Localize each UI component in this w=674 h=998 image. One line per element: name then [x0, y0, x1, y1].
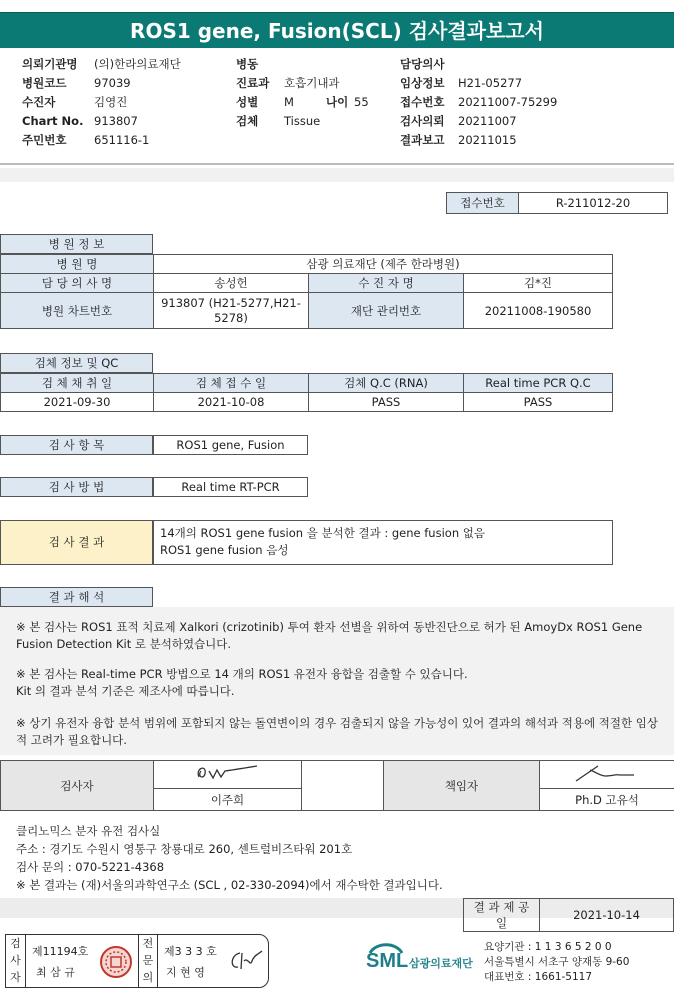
rna-qc-value: PASS: [309, 393, 464, 412]
chart-no-label: Chart No.: [22, 114, 84, 128]
test-item-label: 검 사 항 목: [0, 435, 153, 455]
interpretation-p1-line1: ※ 본 검사는 ROS1 표적 치료제 Xalkori (crizotinib) 투여 환자 선별을 위하여 동반진단으로 허가 된 AmoyDx ROS1 Gene: [16, 620, 643, 634]
interpretation-p2-line2: Kit 의 결과 분석 기준은 제조사에 따릅니다.: [16, 684, 235, 698]
ward-label: 병동: [236, 57, 259, 71]
tester-cert-name: 최 삼 규: [36, 966, 75, 979]
interpretation-box: [0, 607, 674, 755]
department-value: 호흡기내과: [284, 76, 340, 90]
clinical-info-label: 임상정보: [400, 76, 445, 90]
hospital-info-section: 병 원 정 보: [0, 234, 153, 254]
test-result-line2: ROS1 gene fusion 음성: [160, 543, 289, 557]
receipt-number-table: [446, 192, 668, 214]
specialist-cert-name: 지 현 영: [166, 966, 205, 979]
specimen-qc-table: [0, 373, 613, 412]
foundation-name: 삼광의료재단: [409, 957, 473, 970]
interpretation-p2: [16, 666, 666, 700]
test-method-label: 검 사 방 법: [0, 477, 153, 497]
responsible-signature-mark: [572, 762, 642, 784]
hospital-value: (의)한라의료재단: [94, 57, 181, 71]
test-item-value: ROS1 gene, Fusion: [153, 435, 308, 455]
test-method-value: Real time RT-PCR: [153, 477, 308, 497]
tester-cert-label: [6, 935, 26, 987]
interpretation-p3-line2: 적 고려가 필요합니다.: [16, 733, 127, 747]
lab-phone: 검사 문의 : 070-5221-4368: [16, 860, 165, 874]
interpretation-p3: [16, 715, 666, 749]
interpretation-p1: [16, 619, 666, 653]
hospital-name-label: 병 원 명: [1, 255, 154, 274]
interpretation-p3-line1: ※ 상기 유전자 융합 분석 범위에 포함되지 않는 돌연변이의 경우 검출되지 않을 가능성이 있어 결과의 해석과 적용에 적절한 임상: [16, 716, 658, 730]
report-date-label: 결과보고: [400, 133, 445, 147]
test-result-box: [153, 520, 613, 565]
sml-logo: [366, 940, 486, 980]
pcr-qc-value: PASS: [464, 393, 613, 412]
interpretation-p2-line1: ※ 본 검사는 Real-time PCR 방법으로 14 개의 ROS1 유전자 융합을 검출할 수 있습니다.: [16, 667, 468, 681]
report-date-table: [463, 898, 674, 932]
responsible-signature: [540, 761, 674, 789]
pcr-qc-header: Real time PCR Q.C: [464, 374, 613, 393]
org-phone: 대표번호 : 1661-5117: [484, 971, 593, 983]
specimen-qc-section: 검체 정보 및 QC: [0, 353, 153, 373]
chart-number-value: 913807 (H21-5277,H21-5278): [154, 293, 309, 329]
tester-license-no: 제11194호: [32, 945, 89, 958]
report-provided-label: 결 과 제 공 일: [464, 899, 540, 932]
sml-logo-text: SML: [366, 950, 409, 972]
doctor-name-label: 담 당 의 사 명: [1, 274, 154, 293]
management-number-value: 20211008-190580: [464, 293, 613, 329]
tester-label: 검사자: [1, 761, 154, 811]
patient-label: 수진자: [22, 95, 56, 109]
doctor-name-value: 송성헌: [154, 274, 309, 293]
header-col2: [236, 55, 396, 131]
report-date-value: 20211015: [458, 133, 517, 147]
attending-doctor-label: 담당의사: [400, 57, 445, 71]
responsible-label: 책임자: [384, 761, 540, 811]
clinical-info-value: H21-05277: [458, 76, 523, 90]
age-value: 55: [354, 95, 369, 109]
tester-name: 이주희: [154, 789, 302, 811]
hospital-code-value: 97039: [94, 76, 131, 90]
org-info: [484, 940, 670, 985]
sex-value: M: [284, 95, 294, 109]
resident-no-label: 주민번호: [22, 133, 67, 147]
specialist-cert-label-text: 전문의: [142, 937, 154, 984]
patient-name-label: 수 진 자 명: [309, 274, 464, 293]
specimen-value: Tissue: [284, 114, 321, 128]
hospital-code-label: 병원코드: [22, 76, 67, 90]
resident-no-value: 651116-1: [94, 133, 150, 147]
receipt-date-value: 2021-10-08: [154, 393, 309, 412]
management-number-label: 재단 관리번호: [309, 293, 464, 329]
chart-number-label: 병원 차트번호: [1, 293, 154, 329]
specialist-license-no: 제3 3 3 호: [164, 945, 217, 958]
header-divider: [0, 163, 674, 165]
responsible-name: Ph.D 고유석: [540, 789, 674, 811]
tester-cert-label-text: 검사자: [10, 937, 21, 984]
sex-label: 성별: [236, 95, 259, 109]
lab-info: [16, 822, 666, 894]
tester-signature-mark: [193, 762, 263, 784]
certification-box: [5, 934, 269, 988]
collection-date-header: 검 체 채 취 일: [1, 374, 154, 393]
header-col3: [400, 55, 670, 150]
patient-name-value: 김*진: [464, 274, 613, 293]
rna-qc-header: 검체 Q.C (RNA): [309, 374, 464, 393]
interpretation-p1-line2: Fusion Detection Kit 로 분석하였습니다.: [16, 637, 232, 651]
test-result-label: 검 사 결 과: [0, 520, 153, 565]
interpretation-section: 결 과 해 석: [0, 587, 153, 607]
receipt-value: R-211012-20: [519, 193, 668, 214]
tester-signature: [154, 761, 302, 789]
receipt-label: 접수번호: [447, 193, 519, 214]
hospital-name-value: 삼광 의료재단 (제주 한라병원): [154, 255, 613, 274]
accession-value: 20211007-75299: [458, 95, 558, 109]
red-seal-stamp: [99, 945, 133, 979]
collection-date-value: 2021-09-30: [1, 393, 154, 412]
header-col1: [22, 55, 222, 150]
hospital-label: 의뢰기관명: [22, 57, 78, 71]
receipt-date-header: 검 체 접 수 일: [154, 374, 309, 393]
specialist-signature-mark: [226, 947, 266, 975]
report-title: ROS1 gene, Fusion(SCL) 검사결과보고서: [0, 12, 674, 48]
age-label: 나이: [326, 95, 349, 109]
report-provided-value: 2021-10-14: [540, 899, 674, 932]
signature-table: [0, 760, 674, 811]
request-date-label: 검사의뢰: [400, 114, 445, 128]
hospital-info-table: [0, 254, 613, 329]
specimen-label: 검체: [236, 114, 259, 128]
test-result-line1: 14개의 ROS1 gene fusion 을 분석한 결과 : gene fusion 없음: [160, 526, 485, 540]
chart-no-value: 913807: [94, 114, 138, 128]
lab-name: 클리노믹스 분자 유전 검사실: [16, 824, 161, 838]
patient-value: 김영진: [94, 95, 128, 109]
request-date-value: 20211007: [458, 114, 517, 128]
department-label: 진료과: [236, 76, 270, 90]
org-number: 요양기관 : 1 1 3 6 5 2 0 0: [484, 941, 612, 953]
lab-address: 주소 : 경기도 수원시 영통구 창룡대로 260, 센트럴비즈타워 201호: [16, 842, 353, 856]
specialist-cert-label: [138, 935, 158, 987]
signature-spacer: [302, 761, 384, 811]
header-band: [0, 168, 674, 182]
lab-note: ※ 본 결과는 (재)서울의과학연구소 (SCL , 02-330-2094)에서 재수탁한 결과입니다.: [16, 878, 443, 892]
accession-label: 접수번호: [400, 95, 445, 109]
org-address: 서울특별시 서초구 양재동 9-60: [484, 956, 630, 968]
